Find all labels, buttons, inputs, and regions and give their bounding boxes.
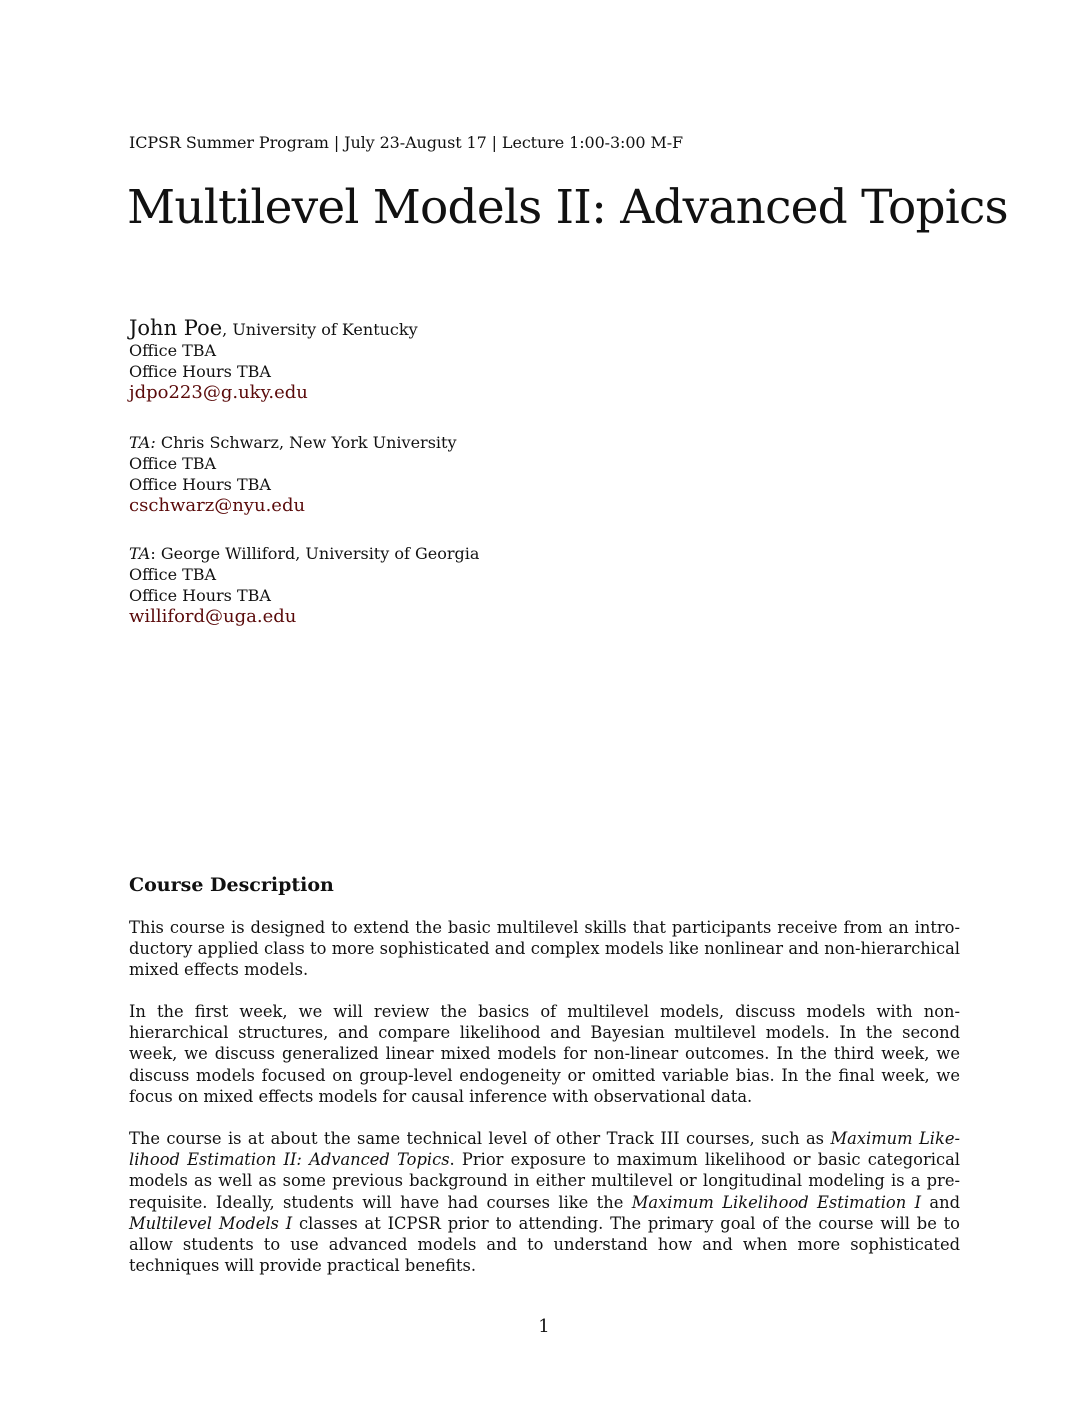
p3-text-4: classes at ICPSR prior to attending. The primary goal of the course will be to allow students to use advanced models and to understand how and when more sophisticated techniques will provide practical benefits. bbox=[129, 1213, 960, 1276]
page-number: 1 bbox=[538, 1316, 550, 1337]
p3-text-3: and bbox=[921, 1192, 960, 1212]
ta1-role: TA: bbox=[129, 433, 156, 452]
instructor-contact bbox=[129, 318, 418, 403]
description-paragraph-3 bbox=[129, 1128, 960, 1276]
ta1-office-hours: Office Hours TBA bbox=[129, 475, 271, 494]
description-paragraph-2: In the first week, we will review the basics of multilevel models, discuss models with non-hierarchical structures, and compare likelihood and Bayesian multilevel models. In the second week, we discuss generalized linear mixed models for non-linear outcomes. In the third week, we discuss models focused on group-level endogeneity or omitted variable bias. In the final week, we focus on mixed effects models for causal inference with observational data. bbox=[129, 1002, 960, 1106]
p3-text-1: The course is at about the same technical level of other Track III courses, such as bbox=[129, 1129, 831, 1148]
course-description-heading: Course Description bbox=[129, 874, 334, 896]
ta1-name-line bbox=[129, 432, 457, 453]
ta2-contact bbox=[129, 543, 479, 627]
ta1-contact bbox=[129, 432, 457, 516]
instructor-name-line bbox=[129, 318, 418, 340]
ta2-name: : George Williford, University of Georgia bbox=[150, 544, 480, 563]
ta1-office: Office TBA bbox=[129, 454, 217, 473]
p3-text-2: . Prior exposure to maximum likelihood or basic categorical models as well as some previous background in either multilevel or longitudinal modeling is a prerequisite. Ideally, students will have had courses like the bbox=[129, 1150, 960, 1212]
ta1-name: Chris Schwarz, New York University bbox=[155, 433, 457, 452]
ta2-role: TA bbox=[129, 544, 151, 563]
instructor-office: Office TBA bbox=[129, 341, 217, 360]
ta2-name-line bbox=[129, 543, 479, 564]
instructor-affiliation: , University of Kentucky bbox=[222, 320, 418, 339]
description-paragraph-1: This course is designed to extend the basic multilevel skills that participants receive from an introductory applied class to more sophisticated and complex models like nonlinear and non-hierarchical mixed effects models. bbox=[129, 918, 960, 980]
p3-course-mle2: Maximum Likelihood Estimation II: Advanced Topics bbox=[129, 1129, 961, 1170]
program-header: ICPSR Summer Program | July 23-August 17 | Lecture 1:00-3:00 M-F bbox=[129, 133, 684, 152]
p3-course-mle1: Maximum Likelihood Estimation I bbox=[631, 1192, 922, 1212]
instructor-name: John Poe bbox=[129, 316, 223, 340]
ta2-office: Office TBA bbox=[129, 565, 217, 584]
ta2-office-hours: Office Hours TBA bbox=[129, 586, 271, 605]
ta2-email-link[interactable]: williford@uga.edu bbox=[129, 606, 297, 627]
instructor-office-hours: Office Hours TBA bbox=[129, 362, 271, 381]
course-title: Multilevel Models II: Advanced Topics bbox=[127, 180, 1008, 235]
p3-course-mm1: Multilevel Models I bbox=[129, 1213, 293, 1233]
instructor-email-link[interactable]: jdpo223@g.uky.edu bbox=[129, 382, 308, 403]
ta1-email-link[interactable]: cschwarz@nyu.edu bbox=[129, 495, 306, 516]
